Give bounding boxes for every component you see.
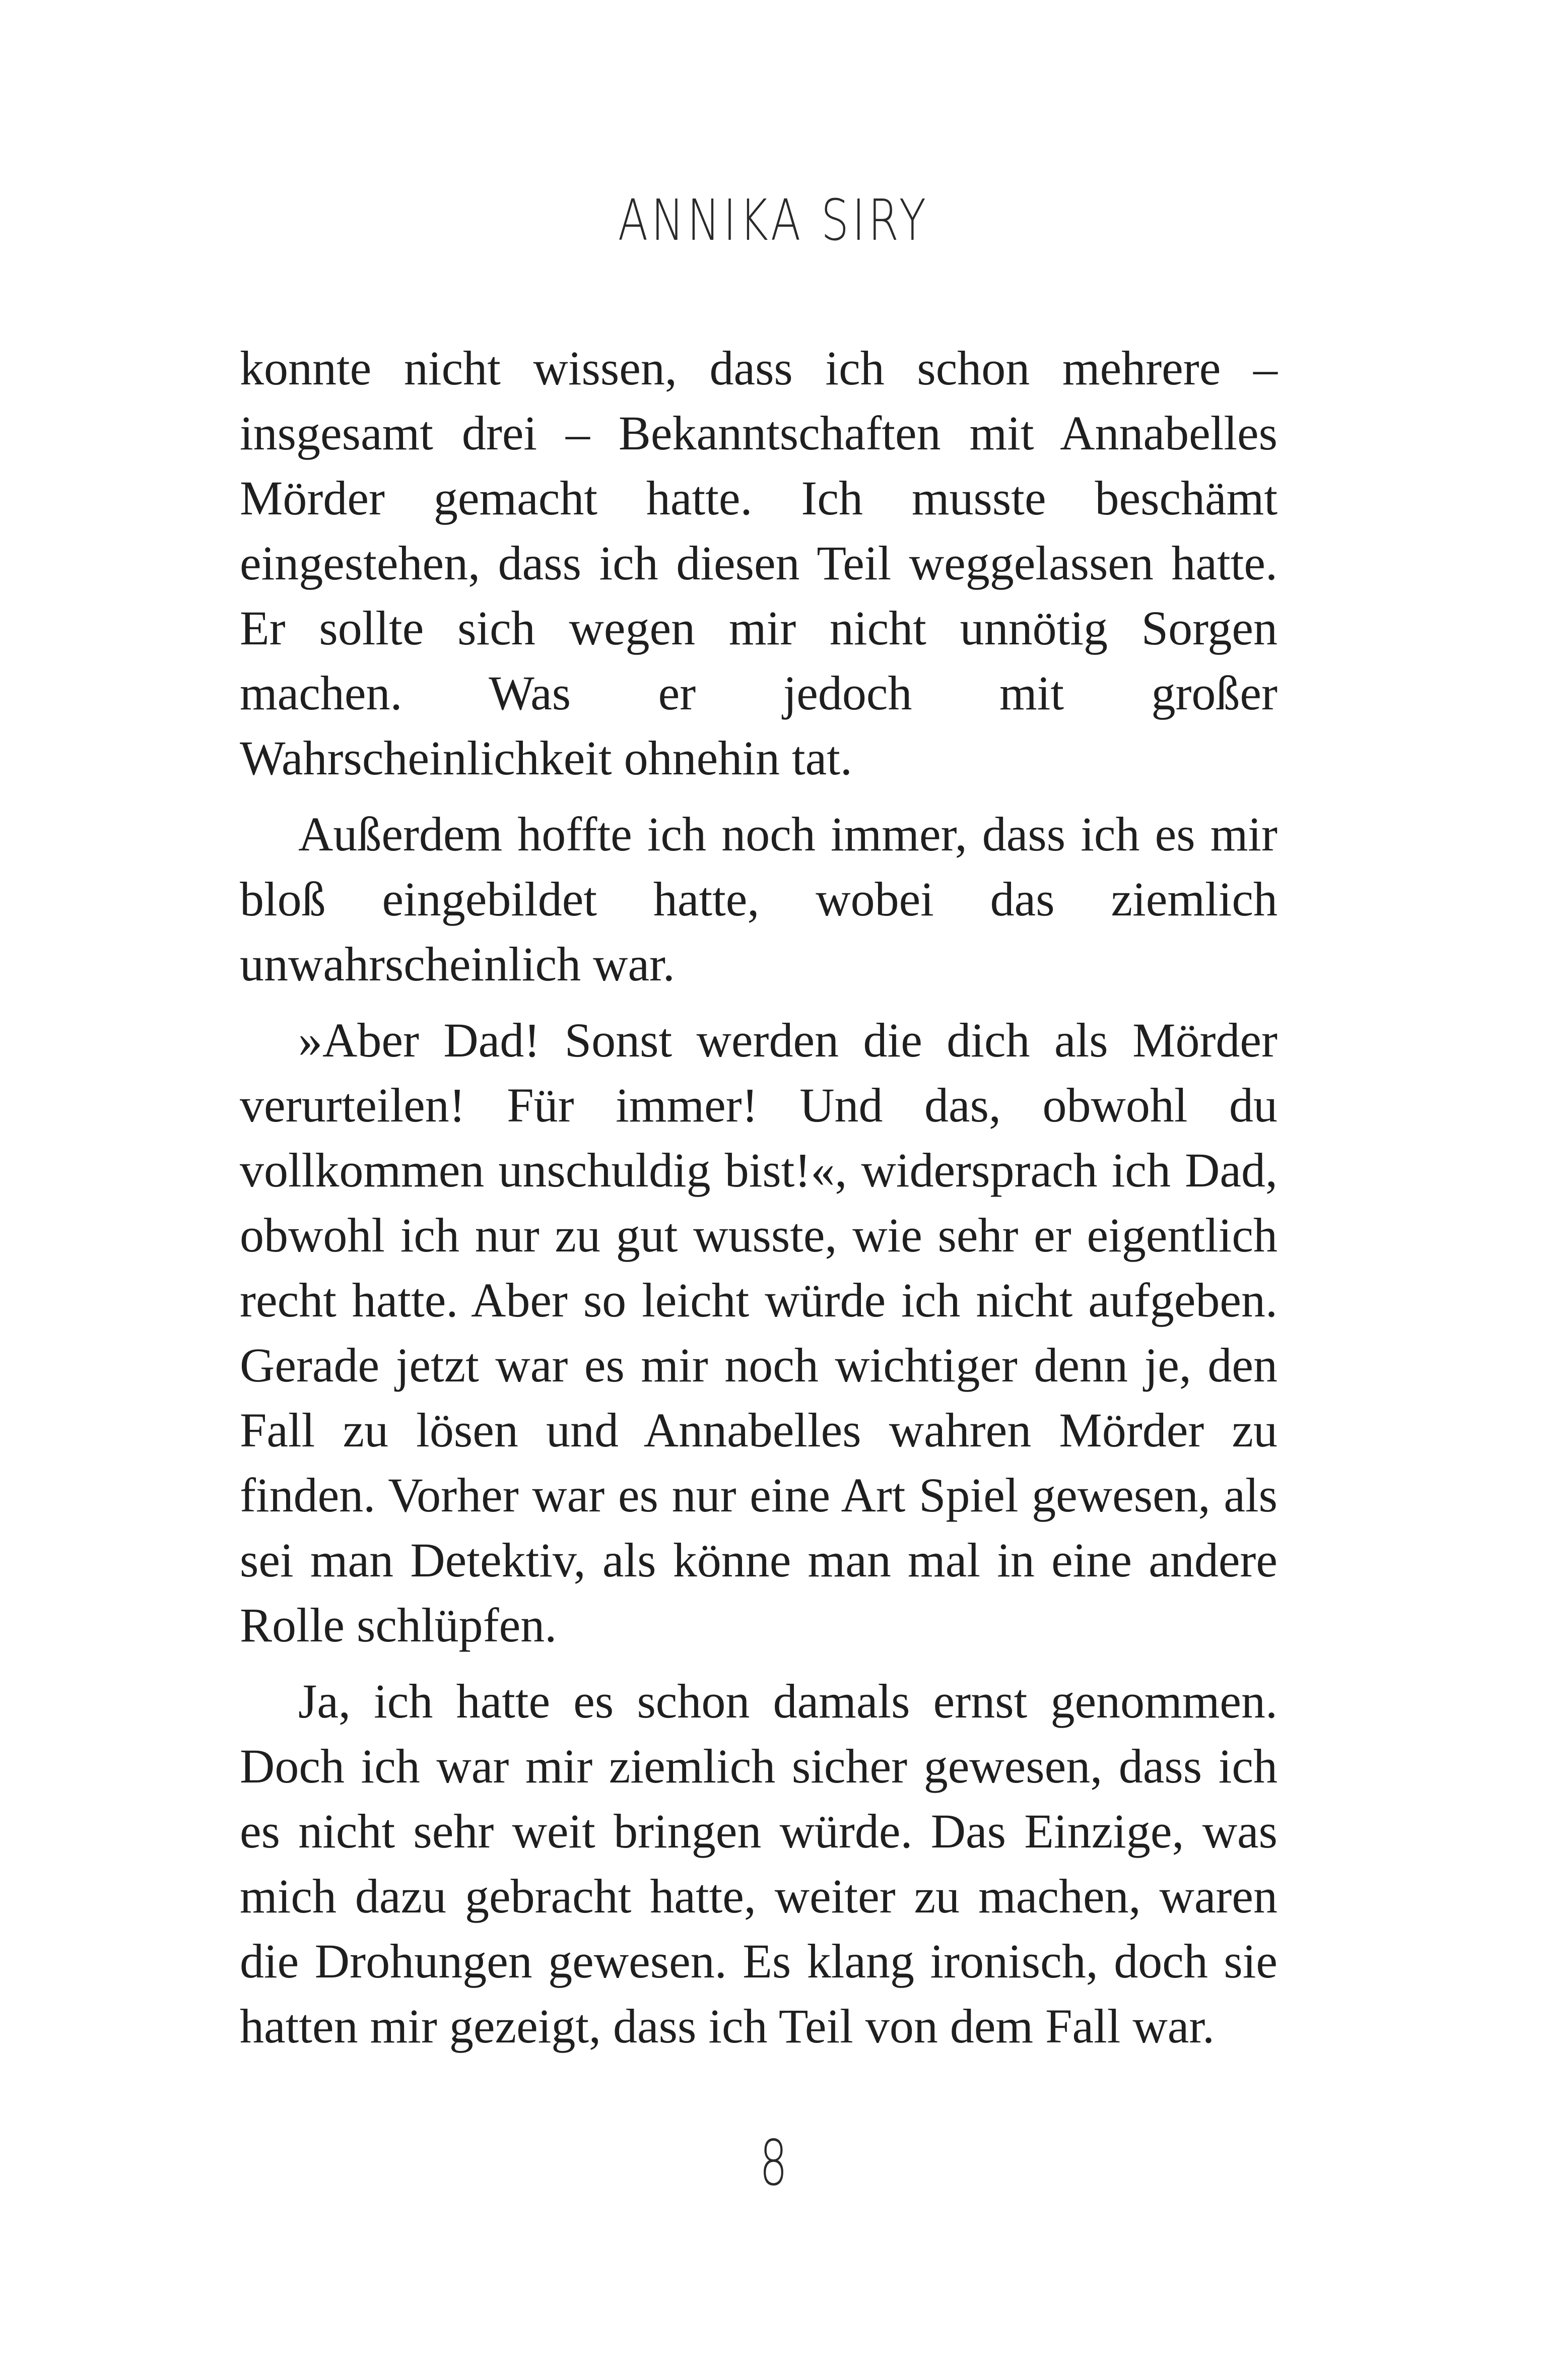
paragraph-1: konnte nicht wissen, dass ich schon mehrere – insgesamt drei – Bekanntschaften mit Annabelles Mörder gemacht hatte. Ich musste beschämt eingestehen, dass ich diesen Teil weggelassen hatte. Er sollte sich wegen mir nicht unnötig Sorgen machen. Was er jedoch mit großer Wahrscheinlichkeit ohnehin tat. [240,341,1277,785]
page-number: 8 [759,2127,788,2200]
paragraph-3: »Aber Dad! Sonst werden die dich als Mörder verurteilen! Für immer! Und das, obwohl du vollkommen unschuldig bist!«, widersprach ich Dad, obwohl ich nur zu gut wusste, wie sehr er eigentlich recht hatte. Aber so leicht würde ich nicht aufgeben. Gerade jetzt war es mir noch wichtiger denn je, den Fall zu lösen und Annabelles wahren Mörder zu finden. Vorher war es nur eine Art Spiel gewesen, als sei man Detektiv, als könne man mal in eine andere Rolle schlüpfen. [240,1013,1277,1652]
paragraph-4: Ja, ich hatte es schon damals ernst genommen. Doch ich war mir ziemlich sicher gewesen, dass ich es nicht sehr weit bringen würde. Das Einzige, was mich dazu gebracht hatte, weiter zu machen, waren die Drohungen gewesen. Es klang ironisch, doch sie hatten mir gezeigt, dass ich Teil von dem Fall war. [240,1674,1277,2053]
running-header-author: ANNIKA SIRY [618,188,929,253]
paragraph-2: Außerdem hoffte ich noch immer, dass ich es mir bloß eingebildet hatte, wobei das ziemlich unwahrscheinlich war. [240,807,1277,991]
body-text [240,336,1277,2059]
